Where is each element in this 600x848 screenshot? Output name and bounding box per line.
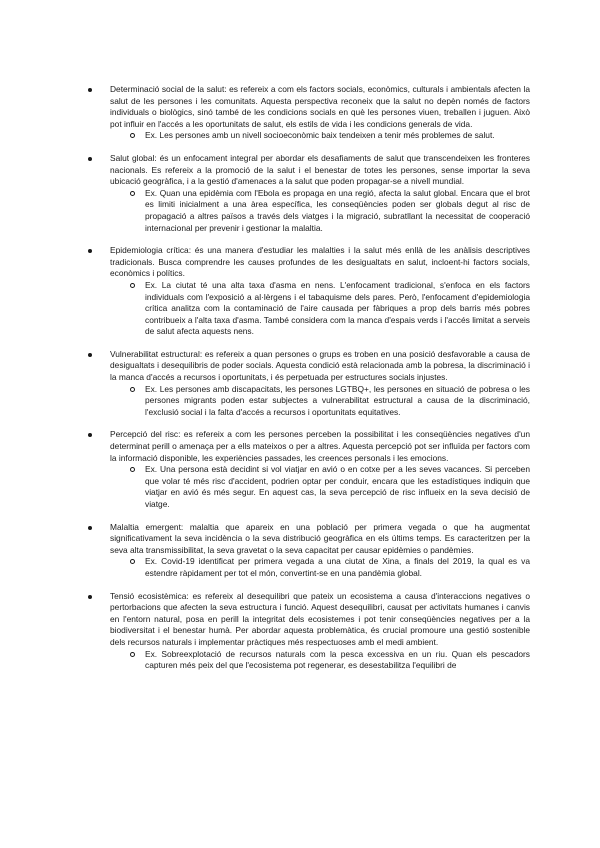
definition-paragraph [110, 84, 530, 130]
term-label: Determinació social de la salut [110, 84, 225, 94]
definition-text: : es refereix a quan persones o grups es troben en una posició desfavorable a causa de desigualtats i desequilibris de poder socials. Aquesta condició està relacionada amb la pobresa, la discriminació i la manca d'accés a recursos i oportunitats, i és perpetuada per estructures socials injustes. [110, 348, 530, 383]
bullet-icon [88, 88, 92, 92]
example-item [110, 130, 530, 142]
hollow-bullet-icon [130, 283, 135, 288]
example-text: Ex. Les persones amb un nivell socioeconòmic baix tendeixen a tenir més problemes de salut. [145, 130, 495, 141]
bullet-icon [88, 595, 92, 599]
bullet-icon [88, 249, 92, 253]
definition-paragraph [110, 153, 530, 188]
definition-text: : és una manera d'estudiar les malalties i la salut més enllà de les anàlisis descriptives tradicionals. Busca comprendre les causes profundes de les desigualtats en salut, incloent-hi factors socials, econòmics i polítics. [110, 245, 530, 279]
example-text: Ex. Sobreexplotació de recursos naturals com la pesca excessiva en un riu. Quan els pescadors capturen més peix del que l'ecosistema pot regenerar, es desestabilitza l'equilibri de [145, 648, 530, 671]
bullet-icon [88, 353, 92, 357]
example-item [110, 556, 530, 579]
term-label: Salut global [110, 152, 155, 163]
example-item [110, 384, 530, 419]
definition-text: : es refereix a com les persones perceben la possibilitat i les conseqüències negatives d'un determinat perill o amenaça per a ells mateixos o per a altres. Aquesta percepció pot ser influïda per factors com la informació disponible, les experiències passades, les creences personals i les emocions. [110, 429, 530, 463]
definition-text: : es refereix a com els factors socials, econòmics, culturals i ambientals afecten la salut de les persones i les comunitats. Aquesta perspectiva reconeix que la salut no depèn només de factors individuals o biològics, sinó també de les condicions socials en què les persones viuen, treballen i juguen. Això pot influir en l'accés a les oportunitats de salut, els estils de vida i les condicions generals de vida. [110, 84, 530, 129]
glossary-list [88, 84, 530, 683]
definition-paragraph [110, 245, 530, 280]
list-item-malaltia-emergent [88, 522, 530, 580]
list-item-percepcio-risc [88, 429, 530, 510]
example-item [110, 649, 530, 672]
term-label: Tensió ecosistèmica [110, 590, 187, 601]
hollow-bullet-icon [130, 387, 135, 392]
bullet-icon [88, 433, 92, 437]
example-text: Ex. Covid-19 identificat per primera vegada a una ciutat de Xina, a finals del 2019, la qual es va estendre ràpidament per tot el món, convertint-se en una pandèmia global. [145, 556, 530, 578]
list-item-epidemiologia-critica [88, 245, 530, 338]
definition-text: : malaltia que apareix en una població per primera vegada o que ha augmentat significativament la seva incidència o la seva distribució geogràfica en els últims temps. Es caracteritzen per la seva alta transmissibilitat, la seva gravetat o la seva capacitat per causar epidèmies o pandèmies. [110, 521, 530, 555]
hollow-bullet-icon [130, 652, 135, 657]
term-label: Malaltia emergent [110, 521, 181, 532]
example-text: Ex. La ciutat té una alta taxa d'asma en nens. L'enfocament tradicional, s'enfoca en els factors individuals com l'exposició a al·lèrgens i el tabaquisme dels pares. Però, l'enfocament d'epidemiologia crítica analitza com la contaminació de l'aire causada per fàbriques a prop dels barris més pobres contribueix a l'alta taxa d'asma. També considera com la manca d'espais verds i l'accés limitat a serveis de salut afecta aquests nens. [145, 279, 530, 337]
example-item [110, 464, 530, 510]
term-label: Percepció del risc [110, 429, 179, 440]
hollow-bullet-icon [130, 191, 135, 196]
example-text: Ex. Les persones amb discapacitats, les persones LGTBQ+, les persones en situació de pobresa o les persones migrants poden estar subjectes a vulnerabilitat estructural a causa de la discriminació, l'exclusió social i la falta d'accés a recursos i oportunitats equitatives. [145, 383, 530, 417]
list-item-determinacio-social [88, 84, 530, 142]
example-text: Ex. Una persona està decidint si vol viatjar en avió o en cotxe per a les seves vacances. Si perceben que volar té més risc d'accident, podrien optar per conduir, encara que les estadístiques indiquin que viatjar en avió és més segur. En aquest cas, la seva percepció de risc influeix en la seva decisió de viatge. [145, 464, 530, 509]
term-label: Epidemiologia crítica [110, 245, 189, 256]
definition-paragraph [110, 429, 530, 464]
term-label: Vulnerabilitat estructural [110, 348, 200, 359]
definition-text: : és un enfocament integral per abordar els desafiaments de salut que transcendeixen les fronteres nacionals. Es refereix a la promoció de la salut i el benestar de totes les persones, sense importar la seva ubicació geogràfica, i a la gestió d'amenaces a la salut que poden propagar-se a nivell mundial. [110, 152, 530, 187]
bullet-icon [88, 526, 92, 530]
example-item [110, 188, 530, 234]
hollow-bullet-icon [130, 467, 135, 472]
definition-paragraph [110, 349, 530, 384]
list-item-vulnerabilitat-estructural [88, 349, 530, 419]
hollow-bullet-icon [130, 559, 135, 564]
example-item [110, 280, 530, 338]
example-text: Ex. Quan una epidèmia com l'Ebola es propaga en una regió, afecta la salut global. Encara que el brot es limiti inicialment a una àrea específica, les conseqüències poden ser globals degut al risc de propagació a altres països a través dels viatges i la migració, subratllant la necessitat de cooperació internacional per prevenir i gestionar la malaltia. [145, 187, 530, 233]
definition-text: : es refereix al desequilibri que pateix un ecosistema a causa d'interaccions negatives o pertorbacions que afecten la seva estructura i funció. Aquest desequilibri, causat per activitats humanes i canvis en l'entorn natural, posa en perill la integritat dels ecosistemes i pot tenir conseqüències negatives per a la biodiversitat i el benestar humà. Per abordar aquesta problemàtica, és crucial promoure una gestió sostenible dels recursos naturals i implementar pràctiques més respectuoses amb el medi ambient. [110, 590, 530, 647]
list-item-salut-global [88, 153, 530, 234]
bullet-icon [88, 157, 92, 161]
list-item-tensio-ecosistemica [88, 591, 530, 672]
definition-paragraph [110, 591, 530, 649]
hollow-bullet-icon [130, 133, 135, 138]
definition-paragraph [110, 522, 530, 557]
